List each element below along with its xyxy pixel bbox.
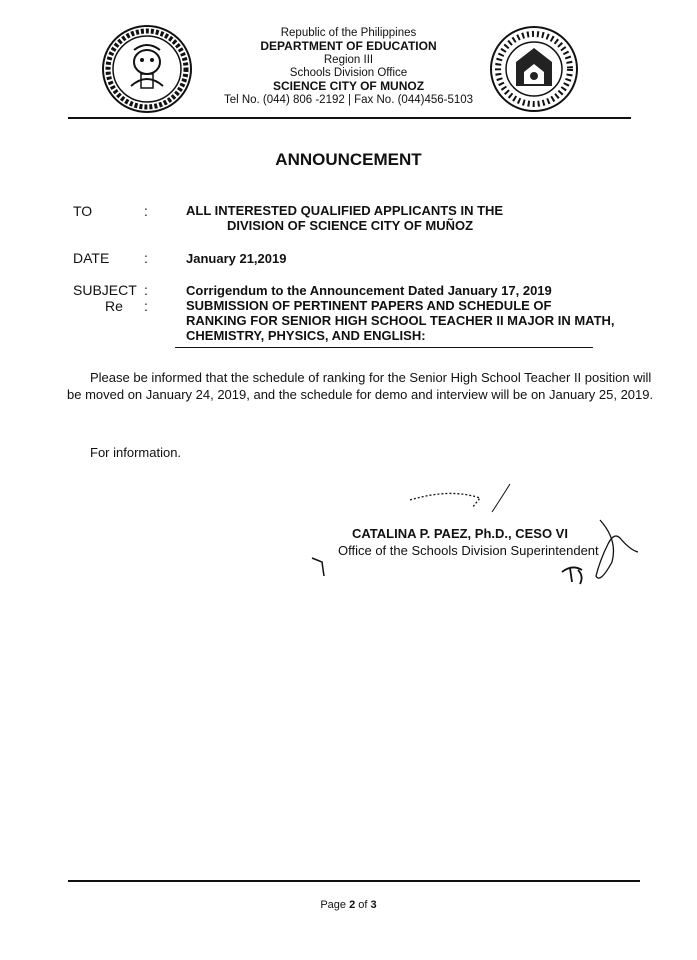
header-division: SCIENCE CITY OF MUNOZ	[272, 79, 425, 93]
subject-divider	[175, 347, 593, 348]
re-colon: :	[144, 298, 148, 314]
header-contact: Tel No. (044) 806 -2192 | Fax No. (044)456-5103	[223, 94, 474, 106]
signatory-position: Office of the Schools Division Superintendent	[338, 543, 599, 558]
page-number	[0, 899, 697, 911]
subject-label: SUBJECT	[73, 282, 137, 298]
subject-value: Corrigendum to the Announcement Dated January 17, 2019	[186, 283, 552, 298]
header-office: Schools Division Office	[289, 67, 408, 79]
page-current: 2	[349, 899, 356, 911]
re-label: Re	[105, 298, 123, 314]
to-value-line1: ALL INTERESTED QUALIFIED APPLICANTS IN THE	[186, 203, 504, 218]
page-prefix: Page	[320, 899, 350, 911]
page-of: of	[355, 899, 371, 911]
footer-divider	[68, 880, 640, 882]
header-country: Republic of the Philippines	[280, 27, 417, 39]
signatory-name: CATALINA P. PAEZ, Ph.D., CESO VI	[352, 526, 568, 541]
announcement-title: ANNOUNCEMENT	[275, 150, 422, 169]
header-divider	[68, 117, 631, 119]
body-paragraph-line2: be moved on January 24, 2019, and the schedule for demo and interview will be on January 25, 2019.	[67, 387, 654, 402]
to-label: TO	[73, 203, 93, 219]
date-value: January 21,2019	[186, 251, 287, 266]
body-paragraph-line1: Please be informed that the schedule of ranking for the Senior High School Teacher II position will	[90, 370, 652, 385]
date-colon: :	[144, 250, 148, 266]
header-region: Region III	[323, 54, 374, 66]
to-colon: :	[144, 203, 148, 219]
closing-text: For information.	[90, 445, 182, 460]
re-value-line2: RANKING FOR SENIOR HIGH SCHOOL TEACHER II MAJOR IN MATH,	[186, 313, 615, 328]
re-value-line1: SUBMISSION OF PERTINENT PAPERS AND SCHEDULE OF	[186, 298, 552, 313]
re-value-line3: CHEMISTRY, PHYSICS, AND ENGLISH:	[186, 328, 426, 343]
date-label: DATE	[73, 250, 110, 266]
subject-colon: :	[144, 282, 148, 298]
header-department: DEPARTMENT OF EDUCATION	[260, 39, 437, 53]
page-total: 3	[370, 899, 377, 911]
to-value-line2: DIVISION OF SCIENCE CITY OF MUÑOZ	[227, 218, 474, 233]
